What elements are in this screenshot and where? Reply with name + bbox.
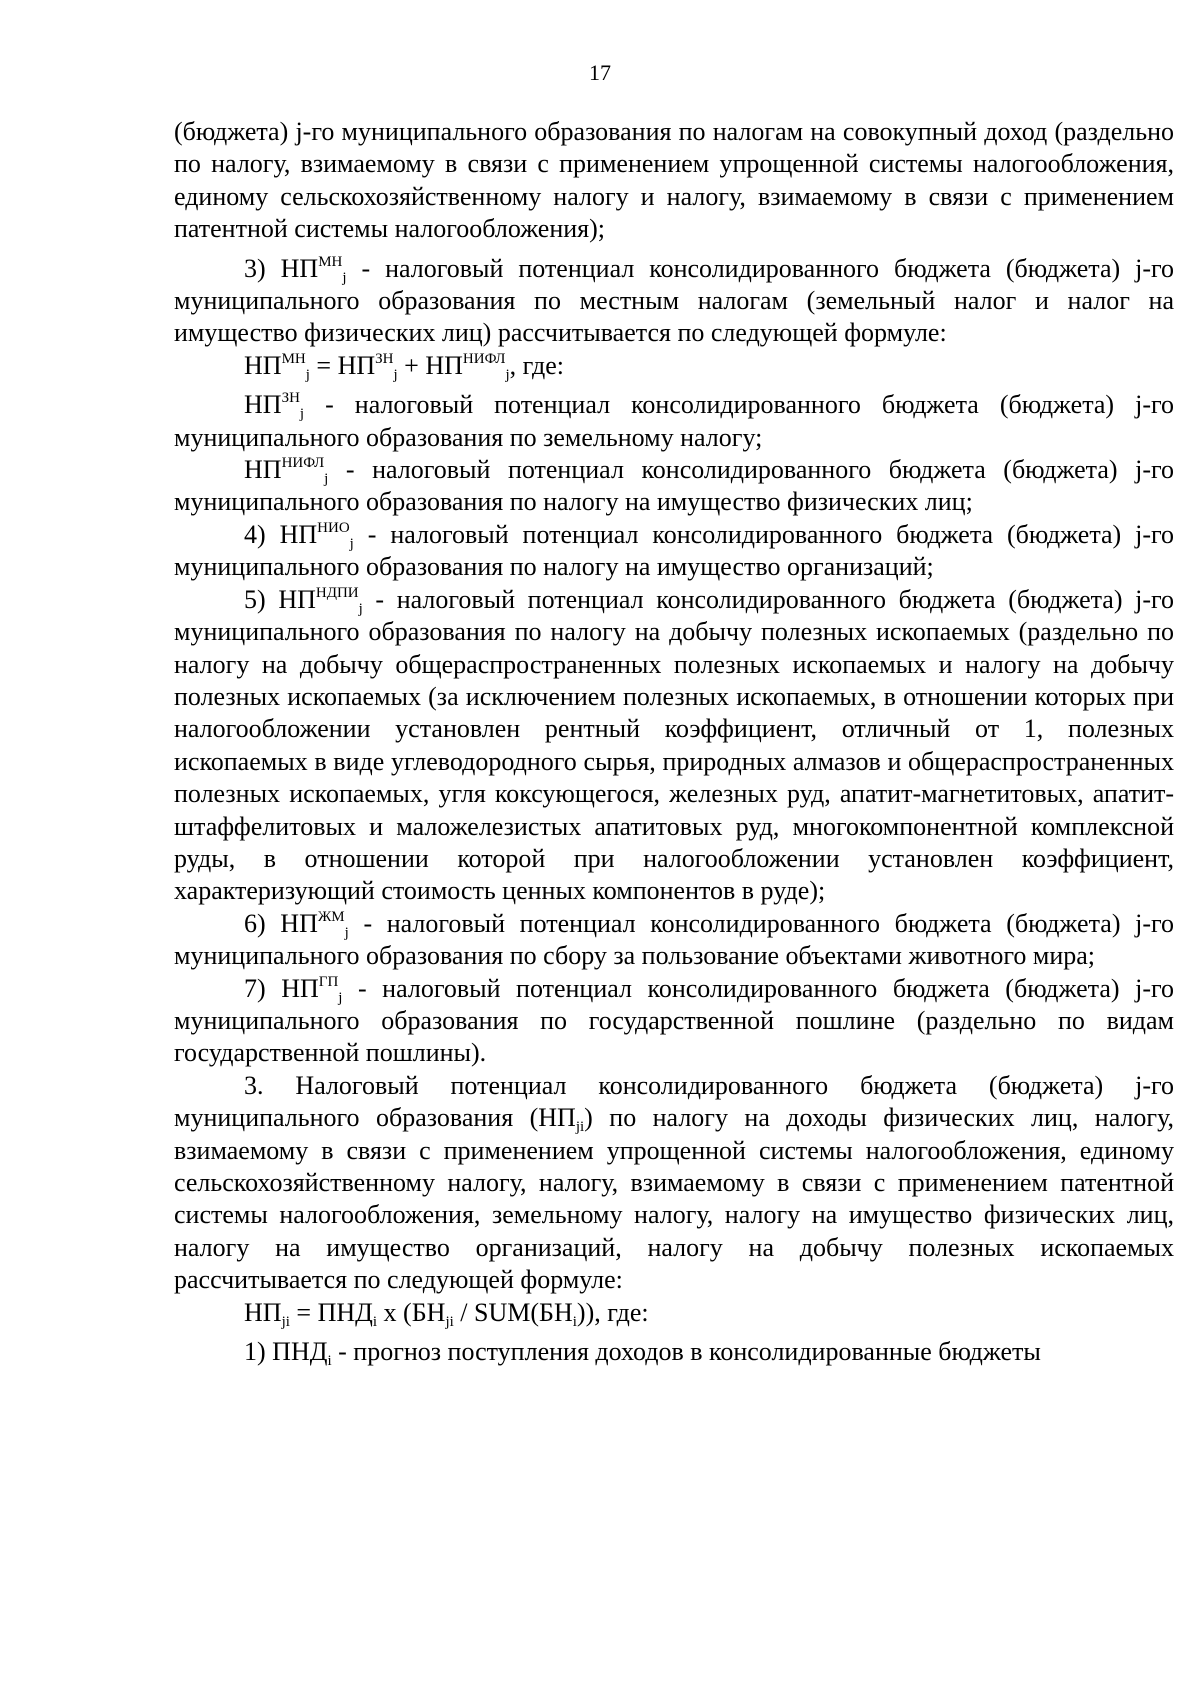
item-5	[174, 584, 1174, 908]
item-3-superscript: МН	[318, 253, 343, 270]
item-4	[174, 519, 1174, 584]
paragraph-intro: (бюджета) j-го муниципального образования по налогам на совокупный доход (раздельно по налогу, взимаемому в связи с применением упрощенной системы налогообложения, единому сельскохозяйственному налогу и налогу, взимаемому в связи с применением патентной системы налогообложения);	[174, 117, 1174, 244]
formula-1-lhs-subscript: j	[305, 366, 310, 383]
item-1-subscript: i	[327, 1353, 332, 1370]
item-7-text: - налоговый потенциал консолидированного бюджета (бюджета) j-го муниципального образования по государственной пошлине (раздельно по видам государственной пошлины).	[174, 973, 1174, 1068]
section-3-lead: 3. Налоговый потенциал консолидированного бюджета (бюджета) j-го муниципального образования (	[174, 1070, 1174, 1133]
definition-land-tax-subscript: j	[299, 406, 305, 423]
item-7-symbol: НП	[281, 973, 319, 1003]
item-5-symbol: НП	[278, 584, 316, 614]
item-7-subscript: j	[338, 989, 343, 1006]
formula-2-divide-sum: / SUM(	[460, 1297, 540, 1327]
formula-2-base-total: БН	[539, 1297, 573, 1327]
definition-personal-property-subscript: j	[324, 471, 329, 488]
item-6-number: 6)	[244, 908, 266, 938]
item-4-subscript: j	[349, 535, 354, 552]
item-6-subscript: j	[344, 924, 349, 941]
item-1-symbol: ПНД	[272, 1337, 328, 1367]
section-3	[174, 1070, 1174, 1297]
formula-2-lhs: НП	[244, 1297, 282, 1327]
item-1-text: - прогноз поступления доходов в консолидированные бюджеты	[338, 1337, 1041, 1367]
definition-land-tax	[174, 389, 1174, 454]
formula-tax-potential	[174, 1297, 1174, 1329]
item-5-subscript: j	[358, 600, 363, 617]
section-3-symbol: НП	[538, 1103, 576, 1133]
formula-1-term-2-superscript: НИФЛ	[462, 350, 506, 367]
item-3-symbol: НП	[280, 253, 319, 283]
formula-2-forecast-subscript: i	[372, 1313, 378, 1330]
definition-personal-property-text: - налоговый потенциал консолидированного бюджета (бюджета) j-го муниципального образования по налогу на имущество физических лиц;	[174, 455, 1175, 517]
page-number: 17	[589, 60, 611, 85]
formula-1-plus: +	[404, 350, 419, 380]
formula-1-lhs: НП	[244, 350, 282, 380]
item-1-forecast	[174, 1336, 1174, 1368]
formula-2-times: x (	[383, 1297, 412, 1327]
definition-personal-property-superscript: НИФЛ	[281, 455, 325, 472]
item-3-number: 3)	[244, 253, 266, 283]
item-3-subscript: j	[342, 269, 347, 286]
formula-2-forecast: ПНД	[317, 1297, 373, 1327]
formula-1-lhs-superscript: МН	[281, 350, 306, 367]
formula-1-tail: , где:	[509, 350, 565, 380]
item-6-symbol: НП	[280, 908, 318, 938]
item-4-superscript: НИО	[317, 519, 350, 536]
formula-2-lhs-subscript: ji	[281, 1313, 290, 1330]
formula-local-taxes	[174, 350, 1174, 382]
item-4-number: 4)	[244, 519, 266, 549]
formula-2-tail: )), где:	[576, 1297, 649, 1327]
definition-personal-property-tax	[174, 454, 1174, 519]
definition-land-tax-superscript: ЗН	[281, 390, 300, 407]
formula-1-term-2: НП	[425, 350, 463, 380]
formula-1-term-2-subscript: j	[505, 366, 510, 383]
item-7-superscript: ГП	[318, 973, 339, 990]
formula-2-equals: =	[296, 1297, 312, 1327]
item-6	[174, 908, 1174, 973]
item-1-number: 1)	[244, 1337, 266, 1367]
section-3-subscript: ji	[575, 1119, 585, 1136]
page-body	[174, 116, 1174, 1368]
item-6-text: - налоговый потенциал консолидированного бюджета (бюджета) j-го муниципального образования по сбору за пользование объектами животного мира;	[174, 908, 1174, 971]
item-4-text: - налоговый потенциал консолидированного бюджета (бюджета) j-го муниципального образования по налогу на имущество организаций;	[174, 519, 1175, 582]
item-4-symbol: НП	[279, 519, 318, 549]
item-6-superscript: ЖМ	[317, 908, 345, 925]
item-5-superscript: НДПИ	[315, 584, 359, 601]
definition-personal-property-symbol: НП	[244, 455, 282, 485]
section-3-text: ) по налогу на доходы физических лиц, налогу, взимаемому в связи с применением упрощенной системы налогообложения, единому сельскохозяйственному налогу, налогу, взимаемому в связи с применением патентной системы налогообложения, земельному налогу, налогу на имущество физических лиц, налогу на имущество организаций, налогу на добычу полезных ископаемых рассчитывается по следующей формуле:	[174, 1103, 1174, 1295]
definition-land-tax-symbol: НП	[244, 390, 282, 420]
formula-2-base: БН	[411, 1297, 446, 1327]
definition-land-tax-text: - налоговый потенциал консолидированного бюджета (бюджета) j-го муниципального образования по земельному налогу;	[174, 390, 1174, 452]
formula-1-term-1: НП	[337, 350, 376, 380]
formula-1-equals: =	[316, 350, 332, 380]
item-7-number: 7)	[244, 973, 266, 1003]
formula-2-base-total-subscript: i	[572, 1313, 577, 1330]
formula-1-term-1-subscript: j	[393, 366, 398, 383]
formula-1-term-1-superscript: ЗН	[375, 350, 394, 367]
item-5-text: - налоговый потенциал консолидированного бюджета (бюджета) j-го муниципального образования по налогу на добычу полезных ископаемых (раздельно по налогу на добычу общераспространенных полезных ископаемых и налогу на добычу полезных ископаемых (за исключением полезных ископаемых, в отношении которых при налогообложении установлен рентный коэффициент, отличный от 1, полезных ископаемых в виде углеводородного сырья, природных алмазов и общераспространенных полезных ископаемых, угля коксующегося, железных руд, апатит-магнетитовых, апатит-штаффелитовых и маложелезистых апатитовых руд, многокомпонентной комплексной руды, в отношении которой при налогообложении установлен коэффициент, характеризующий стоимость ценных компонентов в руде);	[174, 584, 1175, 906]
item-5-number: 5)	[244, 584, 266, 614]
item-3	[174, 253, 1174, 350]
item-3-text: - налоговый потенциал консолидированного бюджета (бюджета) j-го муниципального образования по местным налогам (земельный налог и налог на имущество физических лиц) рассчитывается по следующей формуле:	[174, 253, 1174, 348]
formula-2-base-subscript: ji	[445, 1313, 454, 1330]
item-7	[174, 973, 1174, 1070]
